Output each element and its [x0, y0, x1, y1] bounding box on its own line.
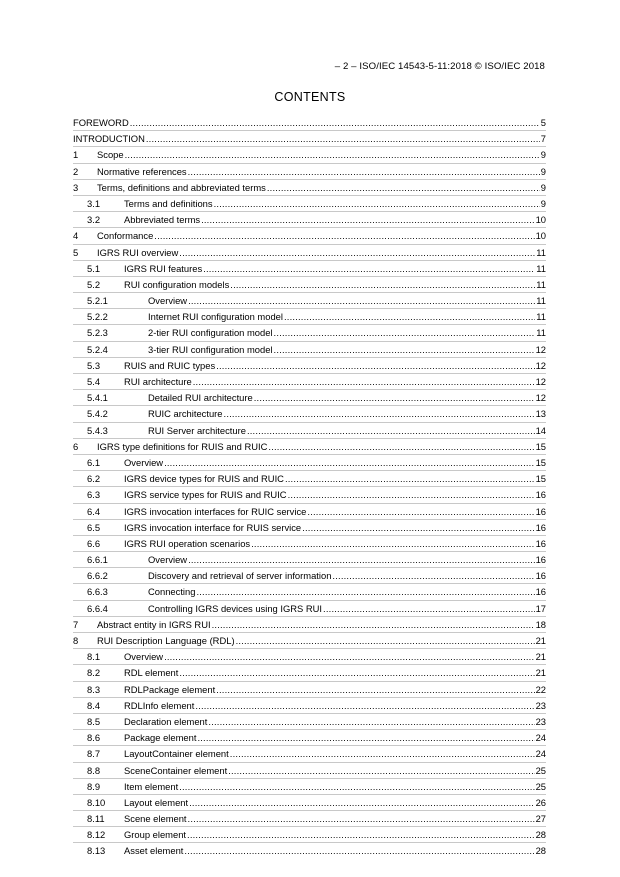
toc-entry-title: RUIS and RUIC types [124, 359, 216, 371]
toc-entry-page: 12 [535, 359, 546, 371]
toc-entry-line [73, 115, 546, 130]
toc-entry[interactable] [73, 390, 546, 406]
toc-entry-line [73, 633, 546, 648]
toc-entry[interactable] [73, 665, 546, 681]
toc-leader-dots [274, 342, 535, 357]
toc-entry[interactable] [73, 520, 546, 536]
toc-entry-number: 5.4 [87, 376, 101, 387]
toc-entry-line [87, 746, 546, 761]
toc-entry[interactable] [73, 147, 546, 163]
page-title: CONTENTS [274, 90, 346, 104]
toc-entry-title: RUIC architecture [148, 408, 223, 420]
toc-entry-number: 8 [73, 635, 79, 646]
toc-entry-number: 5.2.2 [87, 311, 108, 323]
toc-entry-page: 12 [535, 392, 546, 404]
toc-entry-page: 16 [535, 521, 546, 533]
toc-entry[interactable] [73, 115, 546, 131]
toc-entry-page: 23 [535, 699, 546, 711]
toc-entry-title: Overview [148, 295, 188, 307]
toc-entry-page: 28 [535, 829, 546, 841]
toc-entry-number: 8.13 [87, 845, 106, 857]
toc-leader-dots [307, 504, 534, 519]
toc-leader-dots [212, 617, 535, 632]
toc-entry[interactable] [73, 180, 546, 196]
toc-entry-page: 23 [535, 715, 546, 727]
toc-entry-number: 1 [73, 149, 79, 161]
toc-entry-title: IGRS RUI features [124, 262, 203, 274]
toc-entry[interactable] [73, 487, 546, 503]
toc-entry[interactable] [73, 714, 546, 730]
toc-entry-line [87, 342, 546, 357]
toc-leader-dots [285, 471, 535, 486]
toc-entry-number: 8.10 [87, 796, 106, 808]
toc-entry-page: 14 [535, 424, 546, 436]
toc-entry-line [87, 293, 546, 308]
toc-entry[interactable] [73, 682, 546, 698]
toc-entry-line [87, 665, 546, 680]
toc-entry-title: RDLPackage element [124, 683, 216, 695]
toc-entry-number: 5.4.2 [87, 408, 108, 420]
toc-entry-number: 6.6.1 [87, 554, 108, 566]
toc-entry-number: 3.1 [87, 197, 101, 209]
toc-entry-title: SceneContainer element [124, 764, 228, 776]
toc-entry-page: 11 [536, 262, 546, 274]
toc-entry-title: Controlling IGRS devices using IGRS RUI [148, 602, 323, 614]
toc-entry-number: 8.3 [87, 683, 101, 695]
toc-entry-page: 16 [535, 537, 546, 549]
toc-entry-page: 21 [535, 635, 546, 646]
toc-entry-page: 27 [535, 813, 546, 825]
toc-entry-page: 26 [535, 796, 546, 808]
toc-leader-dots [274, 325, 536, 340]
toc-entry-line [87, 827, 546, 842]
toc-entry-number: 8.8 [87, 764, 101, 776]
toc-entry-number: 5.4.1 [87, 392, 108, 404]
toc-entry-page: 25 [535, 780, 546, 792]
toc-entry[interactable] [73, 779, 546, 795]
toc-entry-number: 5.2 [87, 278, 101, 290]
toc-entry-page: 10 [535, 214, 546, 226]
toc-leader-dots [179, 665, 534, 680]
toc-entry-line [87, 552, 546, 567]
toc-entry-line [87, 358, 546, 373]
toc-leader-dots [179, 779, 534, 794]
toc-entry-line [87, 487, 546, 502]
toc-entry[interactable] [73, 358, 546, 374]
toc-leader-dots [188, 164, 540, 179]
toc-entry-title: Overview [124, 651, 164, 663]
toc-entry-number: 6.6.2 [87, 570, 108, 582]
toc-entry-line [87, 196, 546, 211]
toc-entry-title: IGRS invocation interfaces for RUIC service [124, 505, 307, 517]
toc-entry-number: 5.2.3 [87, 327, 108, 339]
toc-leader-dots [164, 649, 534, 664]
toc-entry-page: 9 [540, 197, 546, 209]
toc-entry-line [73, 164, 546, 179]
toc-leader-dots [164, 455, 534, 470]
toc-entry-page: 16 [535, 505, 546, 517]
toc-entry[interactable] [73, 261, 546, 277]
toc-entry[interactable] [73, 601, 546, 617]
toc-entry-title: Abstract entity in IGRS RUI [97, 618, 211, 630]
toc-entry-page: 16 [535, 570, 546, 582]
toc-entry-line [87, 584, 546, 599]
toc-entry-number: 5.3 [87, 359, 101, 371]
toc-entry[interactable] [73, 439, 546, 455]
toc-leader-dots [230, 277, 535, 292]
toc-entry-line [87, 390, 546, 405]
toc-entry[interactable] [73, 633, 546, 649]
toc-entry-number: 5.4.3 [87, 424, 108, 436]
toc-entry-title: RUI Description Language (RDL) [97, 635, 235, 646]
toc-entry-title: Normative references [97, 165, 187, 177]
toc-entry-number: 4 [73, 230, 79, 242]
toc-leader-dots [267, 180, 540, 195]
toc-entry-line [87, 520, 546, 535]
toc-entry[interactable] [73, 795, 546, 811]
toc-entry[interactable] [73, 406, 546, 422]
toc-entry-title: IGRS service types for RUIS and RUIC [124, 489, 287, 501]
toc-leader-dots [332, 568, 534, 583]
toc-entry-page: 16 [535, 489, 546, 501]
toc-entry-number: 5.1 [87, 262, 101, 274]
toc-entry-page: 11 [536, 327, 546, 339]
toc-leader-dots [154, 228, 534, 243]
toc-leader-dots [236, 633, 535, 648]
toc-entry[interactable] [73, 228, 546, 244]
toc-entry-line [87, 649, 546, 664]
toc-entry-number: 8.5 [87, 715, 101, 727]
toc-leader-dots [130, 115, 540, 130]
toc-entry-number: 3.2 [87, 214, 101, 226]
toc-leader-dots [197, 730, 534, 745]
toc-entry-page: 5 [540, 117, 546, 128]
toc-entry-line [87, 261, 546, 276]
toc-entry-page: 16 [535, 586, 546, 598]
toc-entry-line [73, 617, 546, 632]
toc-entry[interactable] [73, 277, 546, 293]
toc-entry-line [87, 730, 546, 745]
toc-entry-title: Asset element [124, 845, 184, 857]
toc-entry[interactable] [73, 471, 546, 487]
toc-leader-dots [196, 584, 534, 599]
toc-leader-dots [224, 406, 535, 421]
toc-entry-line [87, 779, 546, 794]
toc-leader-dots [216, 682, 534, 697]
toc-entry-number: 6 [73, 440, 79, 452]
toc-entry-title: Terms and definitions [124, 197, 213, 209]
toc-entry-page: 24 [535, 748, 546, 760]
toc-leader-dots [323, 601, 535, 616]
toc-entry-line [87, 212, 546, 227]
toc-entry-line [87, 811, 546, 826]
toc-entry-title: RDL element [124, 667, 179, 679]
toc-entry-line [87, 406, 546, 421]
toc-entry-number: 8.11 [87, 813, 105, 825]
toc-entry-page: 12 [535, 343, 546, 355]
toc-entry-number: 5 [73, 246, 79, 258]
toc-entry-line [87, 843, 546, 858]
toc-entry-line [87, 568, 546, 583]
toc-leader-dots [201, 212, 534, 227]
toc-entry-line [87, 325, 546, 340]
toc-entry-page: 21 [535, 651, 546, 663]
toc-entry-title: Declaration element [124, 715, 208, 727]
toc-entry-title: FOREWORD [73, 117, 129, 128]
toc-entry[interactable] [73, 536, 546, 552]
toc-entry-number: 8.6 [87, 732, 101, 744]
page-header: – 2 – ISO/IEC 14543-5-11:2018 © ISO/IEC 2018 [334, 61, 545, 72]
toc-entry-title: Abbreviated terms [124, 214, 201, 226]
toc-entry-page: 9 [540, 165, 546, 177]
toc-entry[interactable] [73, 423, 546, 439]
toc-entry-number: 8.2 [87, 667, 101, 679]
toc-entry-title: Connecting [148, 586, 196, 598]
toc-leader-dots [187, 827, 535, 842]
toc-entry-number: 6.3 [87, 489, 101, 501]
toc-entry-page: 17 [535, 602, 546, 614]
toc-leader-dots [216, 358, 534, 373]
toc-entry-number: 6.6.3 [87, 586, 108, 598]
toc-entry[interactable] [73, 164, 546, 180]
toc-entry-title: Conformance [97, 230, 154, 242]
toc-entry-page: 9 [540, 181, 546, 193]
toc-entry-line [87, 763, 546, 778]
toc-entry-title: Terms, definitions and abbreviated terms [97, 181, 266, 193]
toc-entry-number: 2 [73, 165, 79, 177]
toc-entry-page: 11 [536, 246, 546, 258]
toc-entry[interactable] [73, 342, 546, 358]
toc-leader-dots [228, 763, 534, 778]
toc-leader-dots [254, 390, 535, 405]
toc-entry-title: RUI configuration models [124, 278, 230, 290]
toc-entry-title: RUI architecture [124, 376, 192, 387]
toc-entry[interactable] [73, 196, 546, 212]
toc-entry-line [73, 228, 546, 243]
toc-entry[interactable] [73, 552, 546, 568]
toc-entry-title: IGRS invocation interface for RUIS service [124, 521, 302, 533]
toc-entry-number: 8.7 [87, 748, 101, 760]
toc-entry-number: 6.6.4 [87, 602, 108, 614]
toc-entry[interactable] [73, 843, 546, 858]
toc-entry-page: 15 [535, 440, 546, 452]
toc-entry-title: Scene element [124, 813, 187, 825]
toc-entry[interactable] [73, 568, 546, 584]
toc-entry[interactable] [73, 746, 546, 762]
toc-entry[interactable] [73, 811, 546, 827]
toc-leader-dots [188, 293, 535, 308]
toc-entry-number: 3 [73, 181, 79, 193]
toc-entry-page: 22 [535, 683, 546, 695]
toc-entry-title: IGRS type definitions for RUIS and RUIC [97, 440, 268, 452]
toc-entry-page: 7 [540, 133, 546, 145]
toc-leader-dots [189, 795, 534, 810]
table-of-contents [73, 115, 546, 859]
toc-entry-line [87, 714, 546, 729]
toc-entry-line [87, 309, 546, 324]
toc-entry-title: IGRS device types for RUIS and RUIC [124, 473, 284, 485]
toc-entry-title: IGRS RUI operation scenarios [124, 537, 251, 549]
toc-entry-number: 6.6 [87, 537, 101, 549]
toc-entry-page: 15 [535, 456, 546, 468]
toc-entry-page: 11 [536, 278, 546, 290]
toc-entry[interactable] [73, 617, 546, 633]
toc-entry-title: Overview [124, 456, 164, 468]
toc-entry-number: 6.4 [87, 505, 101, 517]
toc-entry-number: 7 [73, 618, 79, 630]
toc-entry-page: 13 [535, 408, 546, 420]
toc-entry-line [73, 439, 546, 454]
toc-entry-title: RUI Server architecture [148, 424, 246, 436]
toc-leader-dots [188, 811, 535, 826]
toc-entry[interactable] [73, 325, 546, 341]
toc-entry-page: 28 [535, 845, 546, 857]
toc-entry-title: Layout element [124, 796, 189, 808]
toc-entry[interactable] [73, 293, 546, 309]
toc-entry-page: 25 [535, 764, 546, 776]
toc-leader-dots [284, 309, 535, 324]
toc-entry[interactable] [73, 504, 546, 520]
toc-entry-line [87, 536, 546, 551]
toc-entry-number: 8.4 [87, 699, 101, 711]
toc-entry-number: 6.2 [87, 473, 101, 485]
toc-entry-number: 5.2.4 [87, 343, 108, 355]
toc-entry-page: 12 [535, 376, 546, 387]
toc-entry[interactable] [73, 827, 546, 843]
toc-entry-line [87, 374, 546, 389]
toc-leader-dots [230, 746, 535, 761]
toc-entry-title: 3-tier RUI configuration model [148, 343, 273, 355]
toc-entry-line [73, 131, 546, 146]
toc-entry-title: Item element [124, 780, 179, 792]
toc-entry-number: 6.5 [87, 521, 101, 533]
toc-entry[interactable] [73, 730, 546, 746]
toc-entry-number: 8.12 [87, 829, 106, 841]
toc-entry-line [73, 245, 546, 260]
toc-leader-dots [268, 439, 534, 454]
toc-entry[interactable] [73, 131, 546, 147]
toc-leader-dots [214, 196, 540, 211]
toc-leader-dots [302, 520, 534, 535]
toc-entry-title: LayoutContainer element [124, 748, 229, 760]
toc-entry-number: 8.9 [87, 780, 101, 792]
toc-leader-dots [193, 374, 535, 389]
toc-entry-number: 6.1 [87, 456, 101, 468]
toc-entry-page: 11 [536, 295, 546, 307]
toc-entry-page: 21 [535, 667, 546, 679]
toc-leader-dots [251, 536, 534, 551]
toc-entry-title: Scope [97, 149, 124, 161]
toc-entry-page: 10 [535, 230, 546, 242]
toc-entry-line [87, 601, 546, 616]
toc-entry-page: 16 [535, 554, 546, 566]
toc-leader-dots [288, 487, 535, 502]
toc-leader-dots [203, 261, 535, 276]
toc-entry[interactable] [73, 309, 546, 325]
toc-entry-line [87, 455, 546, 470]
toc-entry[interactable] [73, 374, 546, 390]
toc-entry-title: INTRODUCTION [73, 133, 145, 145]
toc-leader-dots [195, 698, 534, 713]
toc-entry-line [73, 180, 546, 195]
toc-entry-title: Internet RUI configuration model [148, 311, 283, 323]
toc-entry-title: Group element [124, 829, 187, 841]
toc-leader-dots [208, 714, 534, 729]
toc-entry-line [87, 795, 546, 810]
toc-entry-title: IGRS RUI overview [97, 246, 179, 258]
toc-entry-line [73, 147, 546, 162]
toc-leader-dots [188, 552, 534, 567]
toc-leader-dots [146, 131, 540, 146]
toc-leader-dots [125, 147, 540, 162]
toc-entry[interactable] [73, 212, 546, 228]
toc-entry[interactable] [73, 763, 546, 779]
toc-entry-page: 15 [535, 473, 546, 485]
toc-leader-dots [247, 423, 535, 438]
toc-entry-title: Overview [148, 554, 188, 566]
toc-entry-line [87, 471, 546, 486]
toc-entry-line [87, 277, 546, 292]
toc-entry-page: 9 [540, 149, 546, 161]
toc-entry-title: Detailed RUI architecture [148, 392, 253, 404]
toc-entry[interactable] [73, 649, 546, 665]
toc-leader-dots [179, 245, 535, 260]
toc-entry-line [87, 698, 546, 713]
toc-entry-title: Discovery and retrieval of server information [148, 570, 332, 582]
toc-entry-number: 8.1 [87, 651, 101, 663]
toc-entry-number: 5.2.1 [87, 295, 108, 307]
toc-entry-line [87, 682, 546, 697]
toc-entry-page: 18 [535, 618, 546, 630]
toc-entry-title: RDLInfo element [124, 699, 195, 711]
toc-entry[interactable] [73, 584, 546, 600]
toc-entry[interactable] [73, 455, 546, 471]
toc-entry-page: 11 [536, 311, 546, 323]
toc-entry-title: 2-tier RUI configuration model [148, 327, 273, 339]
toc-entry[interactable] [73, 698, 546, 714]
toc-leader-dots [184, 843, 534, 858]
toc-entry-line [87, 504, 546, 519]
toc-entry-page: 24 [535, 732, 546, 744]
toc-entry[interactable] [73, 245, 546, 261]
toc-entry-line [87, 423, 546, 438]
toc-entry-title: Package element [124, 732, 197, 744]
